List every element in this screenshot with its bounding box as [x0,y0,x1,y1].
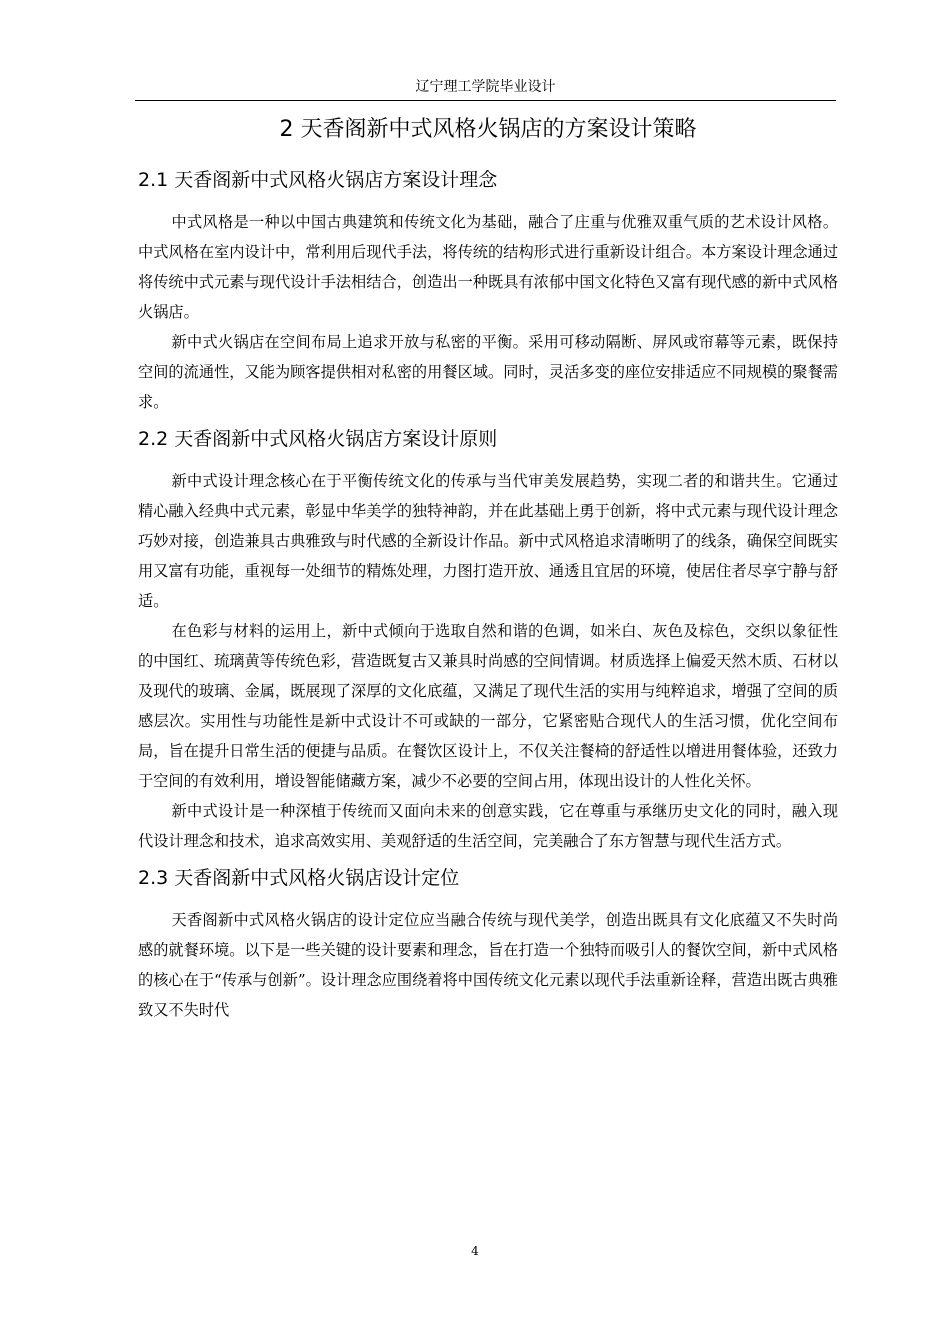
section-heading: 2.3 天香阁新中式风格火锅店设计定位 [138,867,460,889]
running-header: 辽宁理工学院毕业设计 [135,76,836,101]
chapter-title: 2 天香阁新中式风格火锅店的方案设计策略 [279,117,697,142]
section-2-1 [138,164,838,417]
section-2-2 [138,423,838,856]
paragraph: 在色彩与材料的运用上，新中式倾向于选取自然和谐的色调，如米白、灰色及棕色，交织以象征性的中国红、琉璃黄等传统色彩，营造既复古又兼具时尚感的空间情调。材质选择上偏爱天然木质、石材以及现代的玻璃、金属，既展现了深厚的文化底蕴，又满足了现代生活的实用与纯粹追求，增强了空间的质感层次。实用性与功能性是新中式设计不可或缺的一部分，它紧密贴合现代人的生活习惯，优化空间布局，旨在提升日常生活的便捷与品质。在餐饮区设计上，不仅关注餐椅的舒适性以增进用餐体验，还致力于空间的有效利用，增设智能储藏方案，减少不必要的空间占用，体现出设计的人性化关怀。 [138,622,838,790]
section-heading: 2.2 天香阁新中式风格火锅店方案设计原则 [138,428,498,450]
page-number: 4 [471,1244,479,1258]
section-2-3 [138,862,838,1025]
paragraph: 新中式设计是一种深植于传统而又面向未来的创意实践，它在尊重与承继历史文化的同时，融入现代设计理念和技术，追求高效实用、美观舒适的生活空间，完美融合了东方智慧与现代生活方式。 [138,802,838,850]
section-heading: 2.1 天香阁新中式风格火锅店方案设计理念 [138,169,498,191]
page-body [138,110,838,1031]
paragraph: 中式风格是一种以中国古典建筑和传统文化为基础，融合了庄重与优雅双重气质的艺术设计风格。中式风格在室内设计中，常利用后现代手法，将传统的结构形式进行重新设计组合。本方案设计理念通过将传统中式元素与现代设计手法相结合，创造出一种既具有浓郁中国文化特色又富有现代感的新中式风格火锅店。 [138,213,838,321]
paragraph: 天香阁新中式风格火锅店的设计定位应当融合传统与现代美学，创造出既具有文化底蕴又不失时尚感的就餐环境。以下是一些关键的设计要素和理念，旨在打造一个独特而吸引人的餐饮空间，新中式风格的核心在于“传承与创新”。设计理念应围绕着将中国传统文化元素以现代手法重新诠释，营造出既古典雅致又不失时代 [138,911,838,1019]
paragraph: 新中式设计理念核心在于平衡传统文化的传承与当代审美发展趋势，实现二者的和谐共生。它通过精心融入经典中式元素，彰显中华美学的独特神韵，并在此基础上勇于创新，将中式元素与现代设计理念巧妙对接，创造兼具古典雅致与时代感的全新设计作品。新中式风格追求清晰明了的线条，确保空间既实用又富有功能，重视每一处细节的精炼处理，力图打造开放、通透且宜居的环境，使居住者尽享宁静与舒适。 [138,472,838,610]
paragraph: 新中式火锅店在空间布局上追求开放与私密的平衡。采用可移动隔断、屏风或帘幕等元素，既保持空间的流通性，又能为顾客提供相对私密的用餐区域。同时，灵活多变的座位安排适应不同规模的聚餐需求。 [138,333,838,411]
